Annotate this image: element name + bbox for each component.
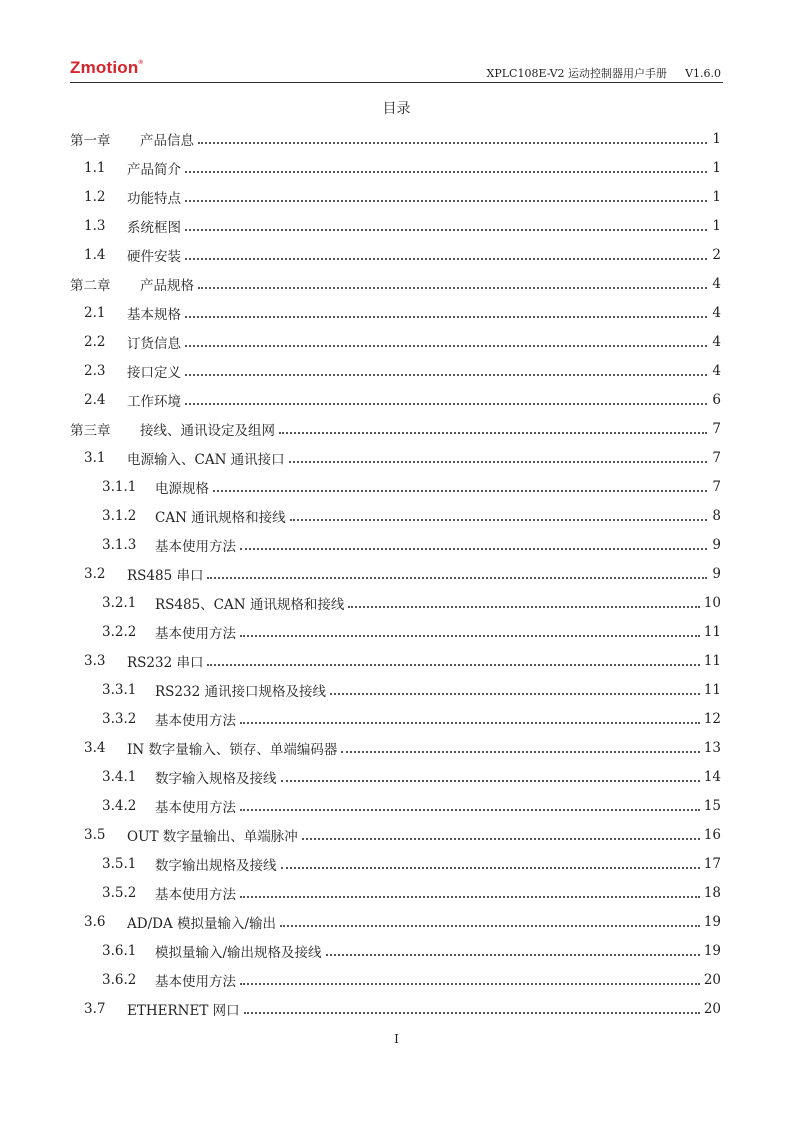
toc-dot-leader [281,780,700,782]
toc-entry-label: CAN 通讯规格和接线 [155,509,286,526]
header-divider [70,82,723,83]
toc-entry[interactable] [70,153,721,182]
toc-entry-number: 2.3 [84,362,106,379]
toc-entry[interactable] [70,617,721,646]
toc-entry-number: 1.4 [84,246,106,263]
toc-dot-leader [302,838,700,840]
toc-entry-number: 3.4.1 [102,768,137,785]
toc-entry-number: 1.2 [84,188,106,205]
toc-entry[interactable] [70,269,721,298]
toc-dot-leader [240,896,700,898]
toc-entry-number: 3.4 [84,739,106,756]
toc-entry-page: 7 [712,420,721,437]
toc-entry-page: 11 [703,652,721,669]
toc-entry-page: 19 [703,913,721,930]
toc-entry[interactable] [70,414,721,443]
toc-entry-number: 1.3 [84,217,106,234]
toc-entry-page: 7 [712,478,721,495]
toc-entry-number: 2.2 [84,333,106,350]
toc-dot-leader [185,316,707,318]
toc-entry-label: IN 数字量输入、锁存、单端编码器 [127,741,338,758]
toc-entry-label: 基本使用方法 [155,973,236,990]
toc-entry-number: 第一章 [70,132,111,149]
toc-dot-leader [207,664,699,666]
toc-entry-number: 3.5.2 [102,884,137,901]
toc-entry-page: 14 [703,768,721,785]
toc-entry-page: 11 [703,623,721,640]
toc-entry[interactable] [70,733,721,762]
toc-dot-leader [279,432,707,434]
toc-entry-number: 第三章 [70,422,111,439]
toc-entry-number: 3.6.1 [102,942,137,959]
toc-entry[interactable] [70,675,721,704]
toc-entry-page: 2 [712,246,721,263]
toc-entry-page: 4 [712,362,721,379]
toc-entry-number: 2.4 [84,391,106,408]
toc-dot-leader [198,142,707,144]
toc-entry-label: RS232 通讯接口规格及接线 [155,683,326,700]
toc-entry-label: 基本使用方法 [155,625,236,642]
toc-dot-leader [348,606,699,608]
toc-entry[interactable] [70,182,721,211]
toc-dot-leader [240,809,700,811]
toc-entry-page: 4 [712,304,721,321]
toc-entry[interactable] [70,704,721,733]
toc-entry-page: 17 [703,855,721,872]
toc-entry[interactable] [70,849,721,878]
toc-entry[interactable] [70,588,721,617]
toc-dot-leader [330,693,700,695]
document-header [487,65,721,81]
toc-entry-label: 数字输出规格及接线 [155,857,277,874]
toc-entry-label: 基本使用方法 [155,799,236,816]
toc-entry-label: RS485、CAN 通讯规格和接线 [155,596,345,613]
toc-entry-label: 产品简介 [127,161,181,178]
toc-entry-page: 4 [712,333,721,350]
toc-entry-number: 3.3.1 [102,681,137,698]
toc-entry-number: 3.7 [84,1000,106,1017]
toc-entry[interactable] [70,965,721,994]
toc-dot-leader [185,403,707,405]
toc-entry-label: 工作环境 [127,393,181,410]
toc-entry[interactable] [70,878,721,907]
toc-entry-page: 13 [703,739,721,756]
toc-dot-leader [290,519,707,521]
toc-dot-leader [185,171,707,173]
toc-entry-label: AD/DA 模拟量输入/输出 [127,915,277,932]
toc-entry-number: 3.1.1 [102,478,137,495]
toc-entry-number: 3.6.2 [102,971,137,988]
toc-entry-page: 20 [703,1000,721,1017]
toc-dot-leader [289,461,707,463]
toc-dot-leader [341,751,699,753]
toc-entry-page: 6 [712,391,721,408]
brand-logo: Zmotion® [70,58,144,77]
toc-entry-number: 3.2.1 [102,594,137,611]
toc-entry[interactable] [70,994,721,1023]
toc-entry-number: 3.3.2 [102,710,137,727]
toc-entry-label: 数字输入规格及接线 [155,770,277,787]
toc-entry-label: 产品规格 [140,277,194,294]
toc-entry-number: 3.1 [84,449,106,466]
toc-dot-leader [185,374,707,376]
toc-dot-leader [185,258,707,260]
toc-dot-leader [240,635,700,637]
toc-entry-page: 9 [712,536,721,553]
toc-entry[interactable] [70,907,721,936]
toc-dot-leader [240,548,707,550]
toc-entry-label: 订货信息 [127,335,181,352]
toc-entry-label: 系统框图 [127,219,181,236]
toc-entry[interactable] [70,501,721,530]
toc-entry-label: 基本规格 [127,306,181,323]
toc-entry-label: 基本使用方法 [155,712,236,729]
toc-entry[interactable] [70,820,721,849]
toc-entry-label: 电源输入、CAN 通讯接口 [127,451,285,468]
document-title: XPLC108E-V2 运动控制器用户手册 [486,67,668,80]
toc-entry-label: RS485 串口 [127,567,204,584]
toc-entry-page: 15 [703,797,721,814]
toc-dot-leader [240,983,700,985]
toc-entry-label: 电源规格 [155,480,209,497]
toc-dot-leader [326,954,700,956]
toc-entry-label: ETHERNET 网口 [127,1002,240,1019]
toc-entry-page: 1 [712,188,721,205]
toc-entry-page: 9 [712,565,721,582]
toc-entry-number: 3.1.3 [102,536,137,553]
toc-entry-page: 7 [712,449,721,466]
toc-entry-page: 8 [712,507,721,524]
toc-entry-number: 第二章 [70,277,111,294]
toc-heading: 目录 [382,101,411,117]
toc-entry-number: 1.1 [84,159,106,176]
toc-entry[interactable] [70,936,721,965]
toc-entry-page: 18 [703,884,721,901]
toc-dot-leader [185,229,707,231]
toc-dot-leader [185,345,707,347]
toc-entry-page: 1 [712,159,721,176]
toc-entry-number: 3.4.2 [102,797,137,814]
toc-entry-label: 硬件安装 [127,248,181,265]
toc-entry-label: RS232 串口 [127,654,204,671]
toc-entry[interactable] [70,356,721,385]
toc-entry[interactable] [70,327,721,356]
document-version: V1.6.0 [685,67,721,80]
toc-entry-label: OUT 数字量输出、单端脉冲 [127,828,298,845]
toc-entry-label: 基本使用方法 [155,538,236,555]
toc-entry[interactable] [70,559,721,588]
toc-entry-page: 20 [703,971,721,988]
toc-entry-page: 19 [703,942,721,959]
toc-entry-number: 3.5 [84,826,106,843]
toc-dot-leader [198,287,707,289]
toc-entry-label: 功能特点 [127,190,181,207]
toc-entry[interactable] [70,646,721,675]
toc-entry-label: 接口定义 [127,364,181,381]
toc-entry[interactable] [70,443,721,472]
toc-entry-page: 1 [712,217,721,234]
toc-entry-page: 16 [703,826,721,843]
toc-entry[interactable] [70,385,721,414]
page-number: I [394,1032,399,1046]
toc-dot-leader [213,490,707,492]
toc-entry-number: 3.5.1 [102,855,137,872]
toc-entry-number: 2.1 [84,304,106,321]
toc-entry[interactable] [70,530,721,559]
toc-entry[interactable] [70,791,721,820]
toc-entry-page: 12 [703,710,721,727]
toc-entry-label: 模拟量输入/输出规格及接线 [155,944,322,961]
toc-entry-page: 10 [703,594,721,611]
toc-entry-page: 11 [703,681,721,698]
toc-entry[interactable] [70,762,721,791]
toc-entry-number: 3.1.2 [102,507,137,524]
toc-dot-leader [185,200,707,202]
table-of-contents [70,124,721,1023]
toc-entry-page: 4 [712,275,721,292]
toc-entry[interactable] [70,298,721,327]
toc-entry-number: 3.6 [84,913,106,930]
toc-entry-label: 接线、通讯设定及组网 [140,422,275,439]
toc-entry-number: 3.2.2 [102,623,137,640]
toc-entry-page: 1 [712,130,721,147]
toc-entry[interactable] [70,240,721,269]
toc-entry[interactable] [70,472,721,501]
toc-dot-leader [281,867,700,869]
toc-entry[interactable] [70,124,721,153]
toc-entry-label: 基本使用方法 [155,886,236,903]
toc-dot-leader [244,1012,700,1014]
toc-entry-number: 3.2 [84,565,106,582]
toc-entry-number: 3.3 [84,652,106,669]
toc-entry-label: 产品信息 [140,132,194,149]
toc-dot-leader [207,577,707,579]
toc-dot-leader [240,722,700,724]
toc-dot-leader [280,925,700,927]
toc-entry[interactable] [70,211,721,240]
